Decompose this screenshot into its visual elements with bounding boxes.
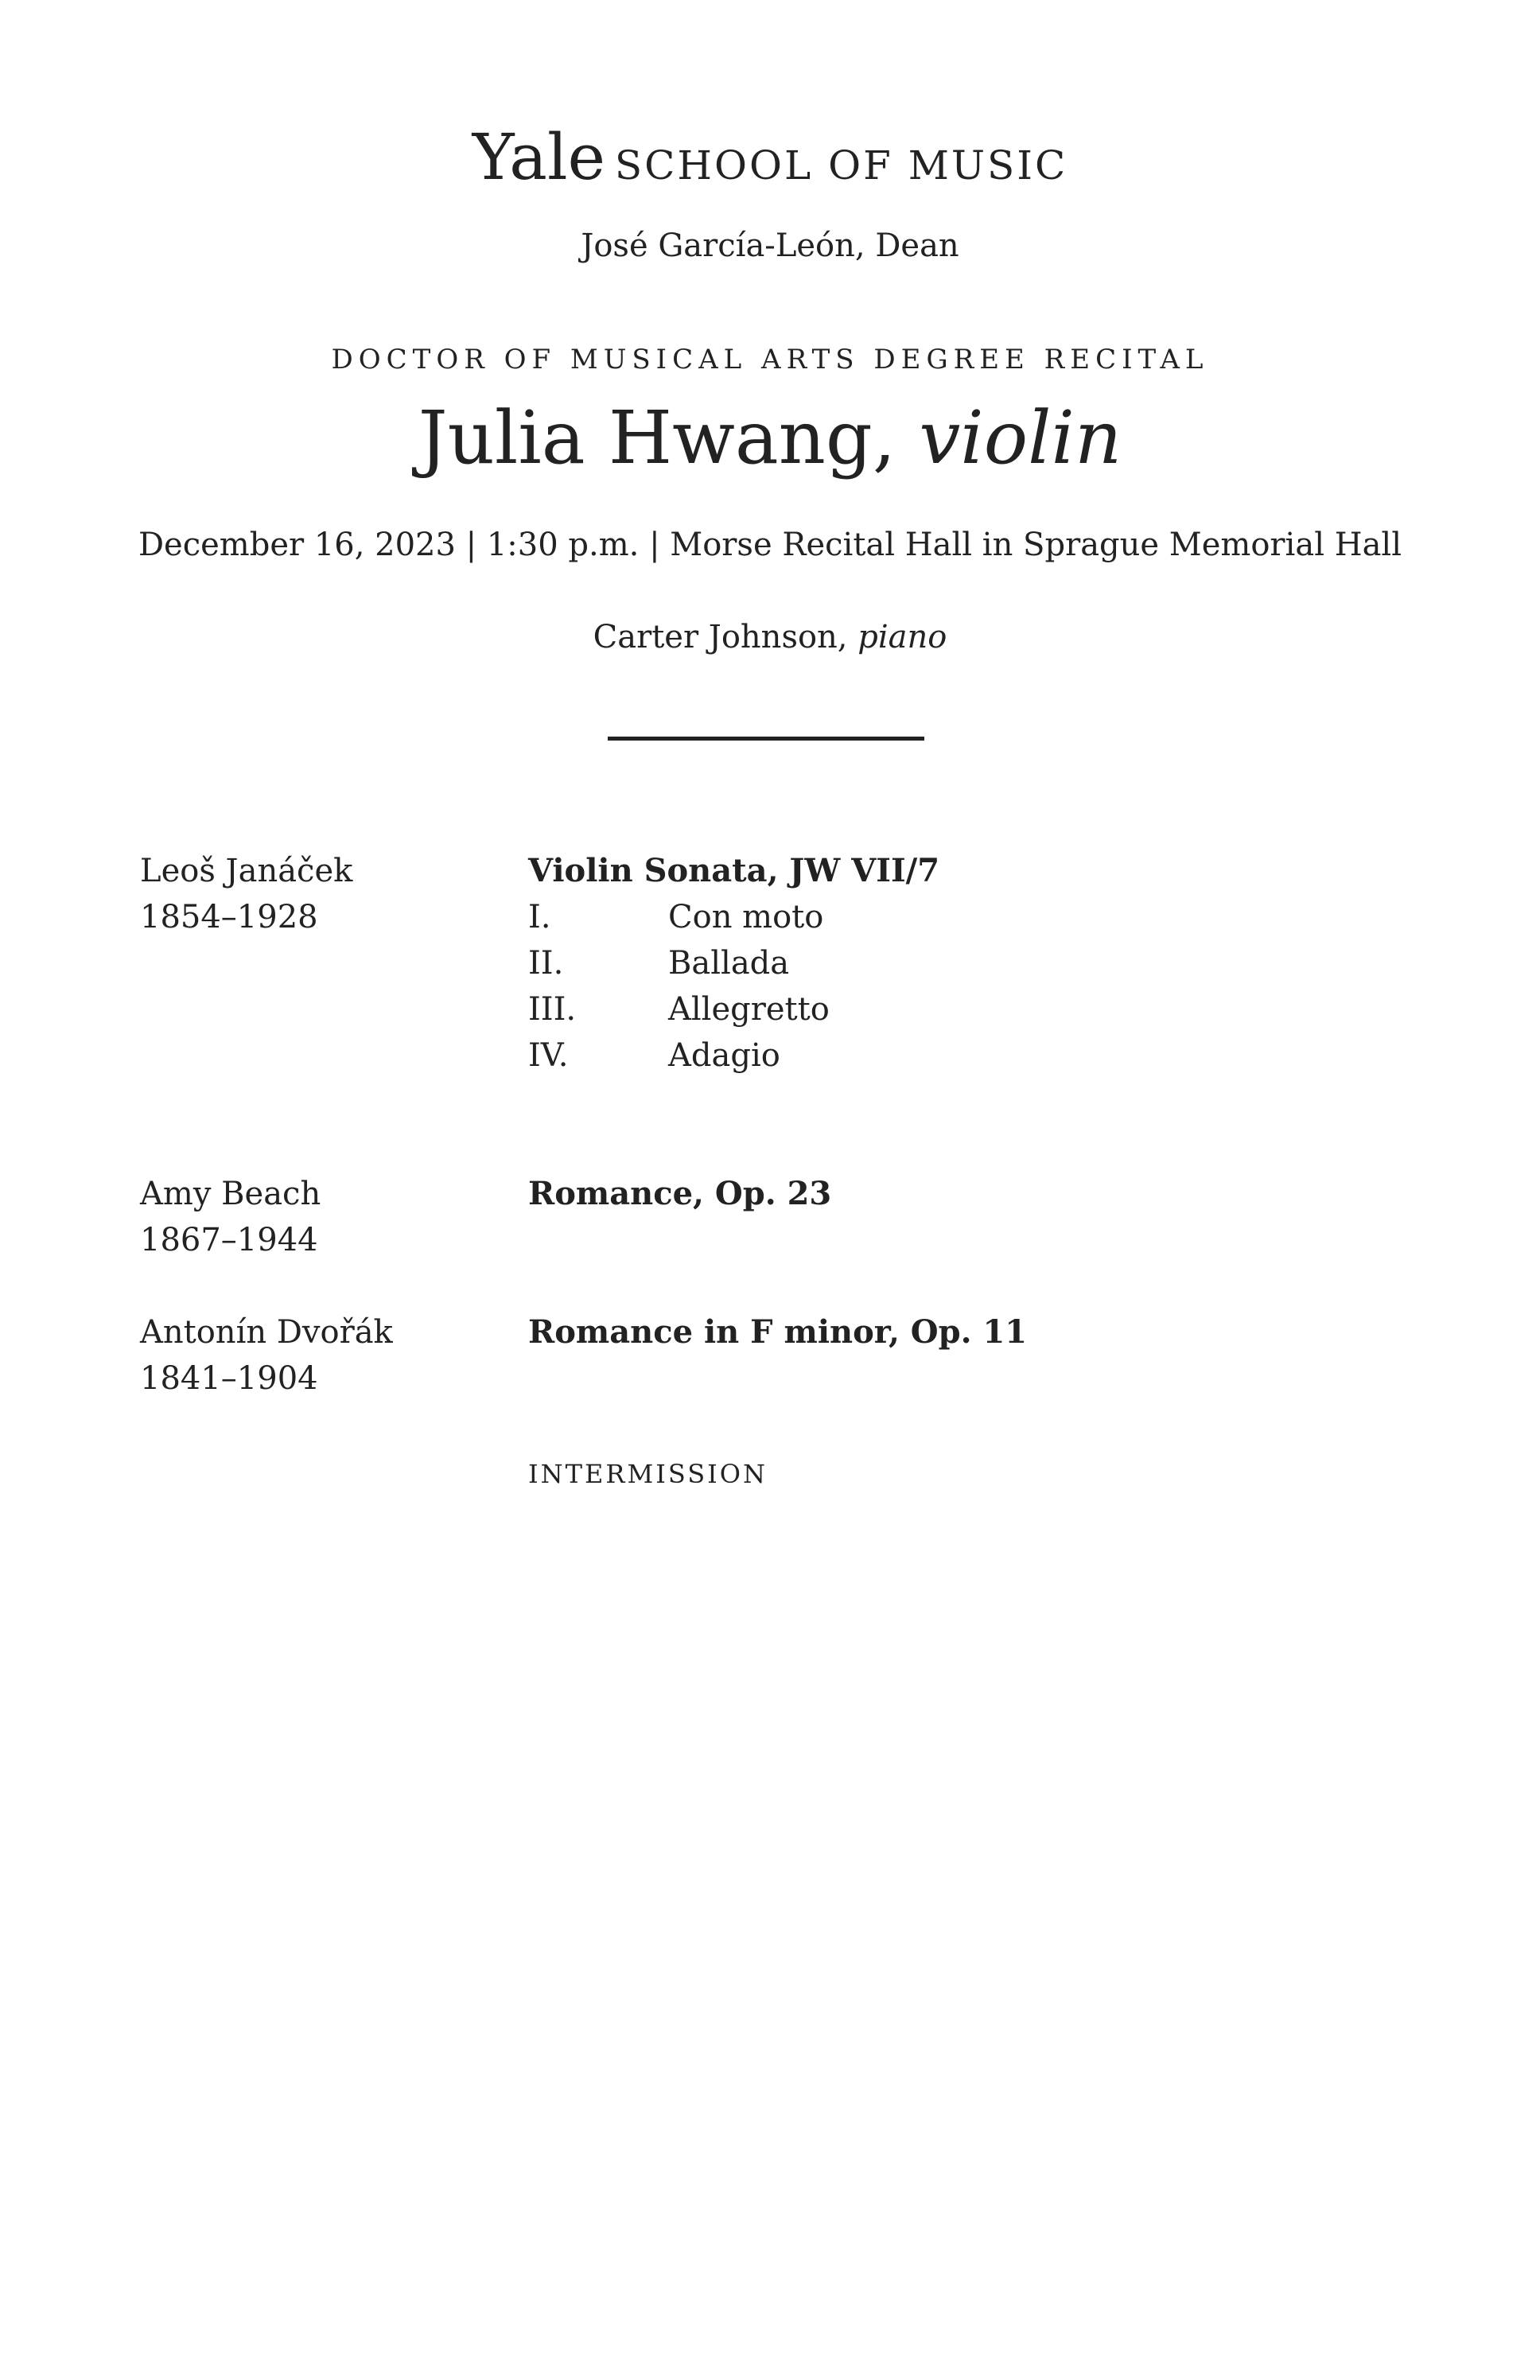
institution-sub: SCHOOL OF MUSIC — [614, 142, 1068, 189]
composer-name: Leoš Janáček — [140, 853, 353, 889]
composer-name: Amy Beach — [140, 1176, 321, 1212]
movement-number: IV. — [528, 1037, 569, 1074]
collaborator-line — [0, 619, 1540, 655]
work-title: Violin Sonata, JW VII/7 — [528, 852, 940, 889]
composer-name: Antonín Dvořák — [140, 1314, 393, 1351]
work-title: Romance in F minor, Op. 11 — [528, 1313, 1028, 1351]
composer-dates: 1854–1928 — [140, 899, 318, 935]
movement-number: I. — [528, 899, 551, 935]
movement — [528, 894, 939, 940]
performer-heading — [0, 395, 1540, 480]
composer-info — [140, 1309, 393, 1402]
movement-number: III. — [528, 991, 577, 1028]
work-title: Romance, Op. 23 — [528, 1175, 832, 1212]
institution-logo — [0, 120, 1540, 194]
composer-info — [140, 848, 352, 940]
recital-degree: DOCTOR OF MUSICAL ARTS DEGREE RECITAL — [331, 344, 1209, 375]
composer-dates: 1841–1904 — [140, 1360, 318, 1397]
movement-title: Ballada — [668, 945, 790, 982]
movement-title: Allegretto — [668, 991, 830, 1028]
intermission-label: INTERMISSION — [528, 1459, 768, 1489]
institution-main: Yale — [472, 120, 605, 194]
work-info — [528, 848, 939, 1079]
recital-details: December 16, 2023 | 1:30 p.m. | Morse Recital Hall in Sprague Memorial Hall — [138, 527, 1402, 563]
movement-title: Con moto — [668, 899, 824, 935]
collaborator-instrument: piano — [858, 619, 947, 655]
work-info — [528, 1309, 1027, 1355]
movement — [528, 986, 939, 1032]
performer-name: Julia Hwang, — [418, 395, 896, 480]
composer-dates: 1867–1944 — [140, 1222, 318, 1258]
movement-number: II. — [528, 945, 564, 982]
movement-title: Adagio — [668, 1037, 780, 1074]
collaborator-name: Carter Johnson, — [593, 619, 848, 655]
movement — [528, 1032, 939, 1079]
dean-line: José García-León, Dean — [581, 228, 959, 264]
work-info — [528, 1171, 831, 1217]
movement — [528, 940, 939, 986]
divider — [608, 737, 924, 741]
performer-instrument: violin — [919, 395, 1122, 480]
composer-info — [140, 1171, 321, 1263]
